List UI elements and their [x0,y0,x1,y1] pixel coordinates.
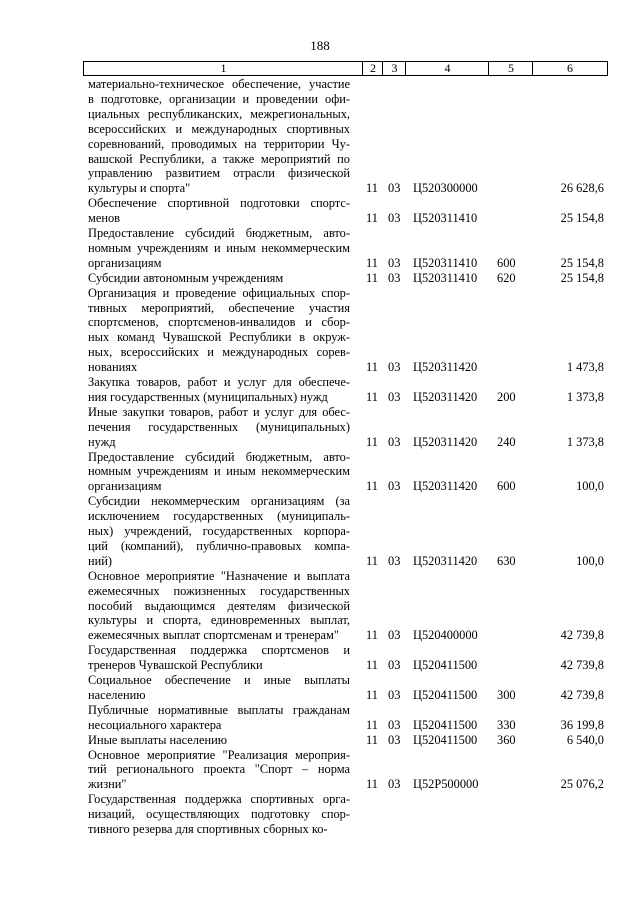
col-rz: 11 [366,628,378,643]
row-name-line: ний) [88,553,113,568]
row-name-line: населению [88,687,146,702]
col-csr: Ц520411500 [413,732,478,747]
col-sum: 1 373,8 [566,434,604,449]
col-sum: 25 154,8 [560,255,604,270]
row-name [88,450,350,495]
col-rz: 11 [366,777,378,792]
row-name-line: тивных мероприятий, обеспечение участия [88,300,350,315]
col-rz: 11 [366,687,378,702]
row-name-line: Субсидии некоммерческим организациям (за [88,494,350,509]
row-name-line: ния государственных (муниципальных) нужд [88,389,328,404]
page-number: 188 [310,38,330,53]
col-vr: 620 [497,270,516,285]
col-rz: 11 [366,211,378,226]
row-name-line: нужд [88,434,116,449]
row-name-line: Публичные нормативные выплаты гражданам [88,702,350,717]
col-vr: 200 [497,389,516,404]
col-csr: Ц520311420 [413,479,478,494]
col-pr: 03 [388,434,401,449]
col-pr: 03 [388,687,401,702]
row-name [88,226,350,271]
row-name-line: в подготовке, организации и проведении офи- [88,91,350,106]
header-col-1: 1 [220,61,227,75]
row-name-line: спортсменов, спортсменов-инвалидов и сбор- [88,315,350,330]
col-csr: Ц520311410 [413,255,478,270]
col-csr: Ц520411500 [413,687,478,702]
row-name-line: Основное мероприятие "Назначение и выплата [88,568,350,583]
col-rz: 11 [366,181,378,196]
col-csr: Ц520311420 [413,434,478,449]
col-sum: 36 199,8 [560,717,604,732]
col-rz: 11 [366,434,378,449]
row-name-line: ных) учреждений, государственных корпора- [88,524,350,538]
col-rz: 11 [366,553,378,568]
col-pr: 03 [388,181,401,196]
col-rz: 11 [366,389,378,404]
col-sum: 25 076,2 [560,777,604,792]
col-rz: 11 [366,732,378,747]
col-rz: 11 [366,479,378,494]
col-sum: 6 540,0 [566,732,604,747]
row-name [88,494,350,569]
col-rz: 11 [366,255,378,270]
row-name-line: Обеспечение спортивной подготовки спортс- [88,196,350,211]
row-name-line: тий регионального проекта "Спорт – норма [88,762,350,777]
col-rz: 11 [366,360,378,375]
row-name [88,733,350,748]
header-col-3: 3 [391,61,398,75]
header-divider [382,61,383,76]
col-sum: 42 739,8 [560,658,604,673]
col-pr: 03 [388,270,401,285]
row-name [88,792,350,837]
row-name-line: Государственная поддержка спортсменов и [88,643,350,658]
table-header [83,61,608,76]
col-vr: 600 [497,255,516,270]
col-vr: 600 [497,479,516,494]
col-csr: Ц520311410 [413,211,478,226]
col-csr: Ц520311420 [413,389,478,404]
row-name-line: всероссийских и международных спортивных [88,121,350,136]
col-sum: 100,0 [576,479,604,494]
row-name-line: номным учреждениям и иным некоммерческим [88,464,350,479]
col-rz: 11 [366,717,378,732]
row-name-line: циальных республиканских, межрегиональных, [88,106,350,121]
row-name-line: ежемесячных выплат спортсменам и тренерам" [88,628,339,643]
col-csr: Ц520411500 [413,658,478,673]
col-pr: 03 [388,479,401,494]
row-name [88,77,350,196]
row-name-line: нованиях [88,360,138,375]
row-name-line: Организация и проведение официальных спор- [88,285,350,300]
header-col-6: 6 [567,61,573,75]
header-col-2: 2 [370,61,376,75]
col-pr: 03 [388,553,401,568]
row-name-line: ных команд Чувашской Республики в окруж- [88,330,350,345]
header-col-5: 5 [508,61,514,75]
row-name [88,569,350,644]
row-name-line: пособий выдающимся деятелям физической [88,598,350,613]
row-name-line: печения государственных (муниципальных) [88,419,350,434]
row-name [88,196,350,226]
col-csr: Ц52Р500000 [413,777,479,792]
col-vr: 240 [497,434,516,449]
col-sum: 100,0 [576,553,604,568]
header-divider [532,61,533,76]
row-name-line: Предоставление субсидий бюджетным, авто- [88,226,350,240]
col-sum: 26 628,6 [560,181,604,196]
col-rz: 11 [366,658,378,673]
row-name-line: Иные выплаты населению [88,732,227,747]
row-name-line: управлению развитием отрасли физической [88,166,350,181]
col-sum: 25 154,8 [560,211,604,226]
col-pr: 03 [388,211,401,226]
row-name-line: несоциального характера [88,717,222,732]
col-sum: 1 473,8 [566,360,604,375]
row-name-line: тренеров Чувашской Республики [88,658,263,673]
col-csr: Ц520411500 [413,717,478,732]
col-pr: 03 [388,658,401,673]
col-pr: 03 [388,717,401,732]
col-pr: 03 [388,360,401,375]
row-name-line: соревнований, проводимых на территории Чу- [88,136,350,151]
row-name [88,673,350,703]
header-divider [362,61,363,76]
col-sum: 42 739,8 [560,687,604,702]
row-name-line: Субсидии автономным учреждениям [88,270,284,285]
col-csr: Ц520400000 [413,628,478,643]
header-col-4: 4 [444,61,451,75]
row-name-line: ций (компаний), публично-правовых компа- [88,538,350,553]
row-name-line: культуры и спорта, единовременных выплат, [88,613,350,628]
col-vr: 630 [497,553,516,568]
col-csr: Ц520311420 [413,553,478,568]
col-rz: 11 [366,270,378,285]
header-divider [405,61,406,76]
row-name [88,703,350,733]
row-name-line: Государственная поддержка спортивных орга- [88,792,350,807]
row-name-line: Предоставление субсидий бюджетным, авто- [88,449,350,464]
col-csr: Ц520311420 [413,360,478,375]
col-csr: Ц520311410 [413,270,478,285]
row-name-line: менов [88,211,121,226]
col-sum: 25 154,8 [560,270,604,285]
col-pr: 03 [388,389,401,404]
row-name-line: вашской Республики, а также мероприятий по [88,151,350,166]
col-sum: 42 739,8 [560,628,604,643]
row-name-line: низаций, осуществляющих подготовку спор- [88,807,350,822]
col-vr: 360 [497,732,516,747]
row-name-line: ежемесячных пожизненных государственных [88,583,350,598]
header-divider [488,61,489,76]
col-csr: Ц520300000 [413,181,478,196]
row-name-line: Закупка товаров, работ и услуг для обеспече- [88,375,350,389]
row-name [88,643,350,673]
row-name-line: ных, всероссийских и международных сорев- [88,345,350,360]
row-name-line: номным учреждениям и иным некоммерческим [88,240,350,255]
row-name [88,375,350,405]
col-sum: 1 373,8 [566,389,604,404]
row-name-line: организациям [88,255,162,270]
col-vr: 300 [497,687,516,702]
col-pr: 03 [388,628,401,643]
row-name-line: Социальное обеспечение и иные выплаты [88,673,350,687]
row-name-line: материально-техническое обеспечение, участие [88,77,350,91]
col-pr: 03 [388,777,401,792]
row-name-line: жизни" [88,777,127,792]
row-name [88,405,350,450]
row-name [88,748,350,793]
row-name-line: тивного резерва для спортивных сборных ко- [88,822,328,836]
row-name-line: культуры и спорта" [88,181,191,196]
row-name-line: исключением государственных (муниципаль- [88,509,350,524]
row-name-line: Иные закупки товаров, работ и услуг для обес- [88,404,350,419]
row-name [88,286,350,375]
col-pr: 03 [388,255,401,270]
col-vr: 330 [497,717,516,732]
row-name-line: Основное мероприятие "Реализация мероприя- [88,747,350,762]
row-name-line: организациям [88,479,162,494]
row-name [88,271,350,286]
col-pr: 03 [388,732,401,747]
